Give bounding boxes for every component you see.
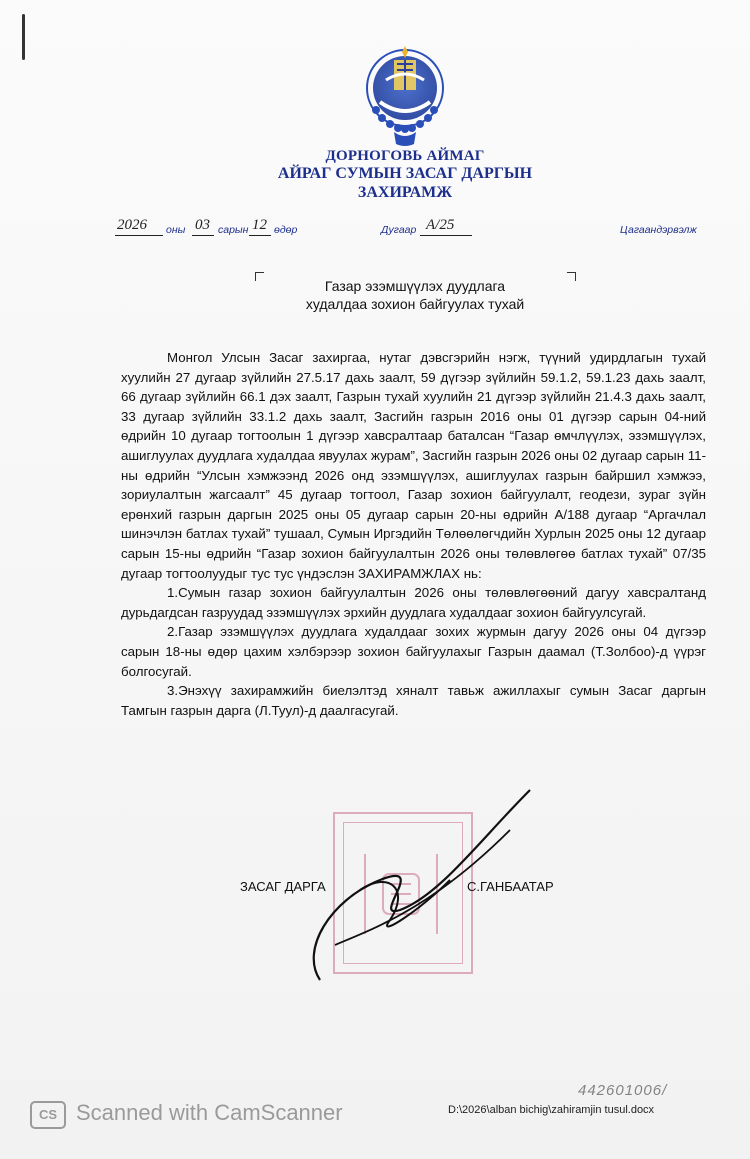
day-suffix: өдөр <box>274 224 298 236</box>
handwritten-day: 12 <box>252 217 267 233</box>
place-name: Цагаандэрвэлж <box>620 224 697 236</box>
aimag-title: ДОРНОГОВЬ АЙМАГ <box>325 148 485 164</box>
handwritten-month: 03 <box>195 217 210 233</box>
file-path: D:\2026\alban bichig\zahiramjin tusul.docx <box>448 1104 655 1116</box>
document-type: ЗАХИРАМЖ <box>357 184 453 201</box>
month-suffix: сарын <box>218 224 249 236</box>
subject-line-2: худалдаа зохион байгуулах тухай <box>305 296 525 312</box>
body-item-1: 1.Сумын газар зохион байгуулалтын 2026 оны төлөвлөгөөний дагуу хавсралтанд дурьдагдсан газруудад эзэмшүүлэх эрхийн дуудлага худалдааг зохион байгуулсугай. <box>121 585 706 620</box>
subject-line-1: Газар эзэмшүүлэх дуудлага <box>324 278 506 294</box>
camscanner-watermark: Scanned with CamScanner <box>76 1100 343 1125</box>
document-body <box>121 348 706 720</box>
signatory-title: ЗАСАГ ДАРГА <box>240 879 326 894</box>
signatory-name: С.ГАНБААТАР <box>467 879 554 894</box>
state-emblem-icon <box>364 40 446 152</box>
body-item-2: 2.Газар эзэмшүүлэх дуудлага худалдааг зохих журмын дагуу 2026 оны 04 дүгээр сарын 18-ны өдөр цахим хэлбэрээр зохион байгуулахыг Газрын даамал (Т.Золбоо)-д үүрэг болгосугай. <box>121 624 706 679</box>
handwritten-signature <box>280 770 580 990</box>
scan-number: 442601006/ <box>578 1082 668 1099</box>
number-label: Дугаар <box>381 224 417 236</box>
camscanner-logo-icon: CS <box>30 1101 66 1129</box>
meta-row <box>0 217 750 246</box>
scan-edge-mark <box>22 14 25 60</box>
handwritten-year: 2026 <box>117 217 147 233</box>
handwritten-number: А/25 <box>426 217 455 233</box>
body-intro: Монгол Улсын Засаг захиргаа, нутаг дэвсгэрийн нэгж, түүний удирдлагын тухай хуулийн 27 дугаар зүйлийн 27.5.17 дахь заалт, 59 дүгээр зүйлийн 59.1.2, 59.1.23 дахь заалт, 66 дугаар зүйлийн 66.1 дэх заалт, Газрын тухай хуулийн 21 дүгээр зүйлийн 21.4.3 дахь заалт, 33 дугаар зүйлийн 33.1.2 дахь заалт, Засгийн газрын 2016 оны 01 дүгээр сарын 04-ний өдрийн 10 дугаар тогтоолын 1 дүгээр хавсралтаар баталсан “Газар өмчлүүлэх, эзэмшүүлэх, ашиглуулах дуудлага худалдаа явуулах журам”, Засгийн газрын 2026 оны 02 дугаар сарын 11-ны өдрийн “Улсын хэмжээнд 2026 онд эзэмшүүлэх, ашиглуулах газрын байршил хэмжээ, зориулалтын жагсаалт” 45 дугаар тогтоол, Газар зохион байгуулалт, геодези, зураг зүйн ерөнхий газрын даргын 2025 оны 05 дугаар сарын 20-ны өдрийн А/188 дугаар “Аргачлал шинэчлэн батлах тухай” тушаал, Сумын Иргэдийн Төлөөлөгчдийн Хурлын 2025 оны 12 дугаар сарын 15-ны өдрийн “Газар зохион байгуулалтын 2026 оны төлөвлөгөө батлах тухай” 07/35 дугаар тогтоолуудыг тус тус үндэслэн ЗАХИРАМЖЛАХ нь: <box>121 350 706 581</box>
year-suffix: оны <box>166 224 186 236</box>
office-title: АЙРАГ СУМЫН ЗАСАГ ДАРГЫН <box>277 165 533 182</box>
body-item-3: 3.Энэхүү захирамжийн биелэлтэд хяналт тавьж ажиллахыг сумын Засаг даргын Тамгын газрын дарга (Л.Туул)-д даалгасугай. <box>121 683 706 718</box>
